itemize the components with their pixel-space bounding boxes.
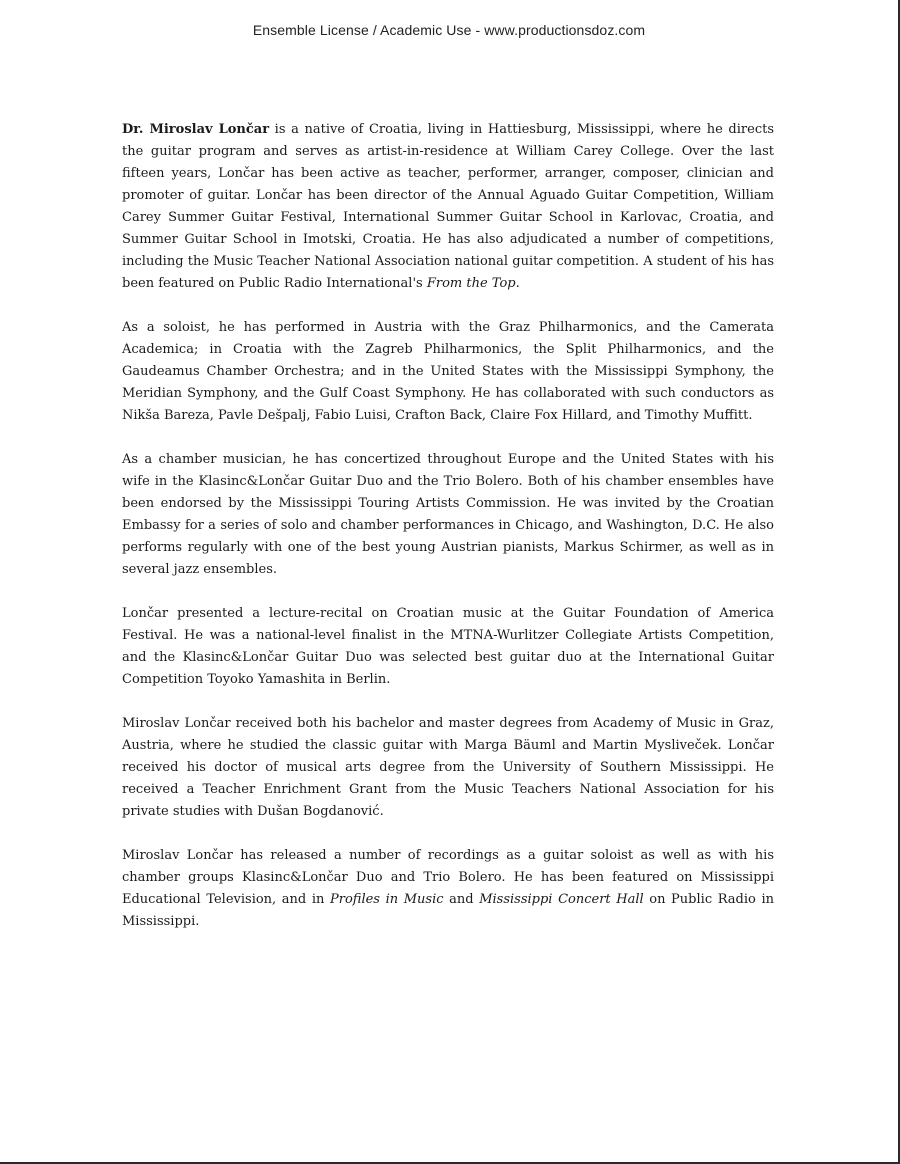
bio-paragraph-2: As a soloist, he has performed in Austria with the Graz Philharmonics, and the Camerata Academica; in Croatia with the Zagreb Philharmonics, the Split Philharmonics, and the Gaudeamus Chamber Orchestra; and in the United States with the Mississippi Symphony, the Meridian Symphony, and the Gulf Coast Symphony. He has collaborated with such conductors as Nikša Bareza, Pavle Dešpalj, Fabio Luisi, Crafton Back, Claire Fox Hillard, and Timothy Muffitt. <box>122 320 774 423</box>
bio-paragraph-6-text-3: on Public Radio in Mississippi. <box>122 892 774 929</box>
radio-program-title: Mississippi Concert Hall <box>479 892 644 907</box>
radio-program-title: From the Top <box>426 276 516 291</box>
bio-paragraph-1 <box>122 119 774 295</box>
bio-paragraph-1-end: . <box>515 276 520 291</box>
bio-paragraph-3: As a chamber musician, he has concertized throughout Europe and the United States with his wife in the Klasinc&Lončar Guitar Duo and the Trio Bolero. Both of his chamber ensembles have been endorsed by the Mississippi Touring Artists Commission. He was invited by the Croatian Embassy for a series of solo and chamber performances in Chicago, and Washington, D.C. He also performs regularly with one of the best young Austrian pianists, Markus Schirmer, as well as in several jazz ensembles. <box>122 452 774 577</box>
bio-paragraph-5: Miroslav Lončar received both his bachelor and master degrees from Academy of Music in Graz, Austria, where he studied the classic guitar with Marga Bäuml and Martin Mysliveček. Lončar received his doctor of musical arts degree from the University of Southern Mississippi. He received a Teacher Enrichment Grant from the Music Teachers National Association for his private studies with Dušan Bogdanović. <box>122 716 774 819</box>
bio-name: Dr. Miroslav Lončar <box>122 122 270 137</box>
radio-program-title: Profiles in Music <box>329 892 444 907</box>
bio-paragraph-6 <box>122 845 774 933</box>
bio-paragraph-1-text: is a native of Croatia, living in Hattiesburg, Mississippi, where he directs the guitar program and serves as artist-in-residence at William Carey College. Over the last fifteen years, Lončar has been active as teacher, performer, arranger, composer, clinician and promoter of guitar. Lončar has been director of the Annual Aguado Guitar Competition, William Carey Summer Guitar Festival, International Summer Guitar School in Karlovac, Croatia, and Summer Guitar School in Imotski, Croatia. He has also adjudicated a number of competitions, including the Music Teacher National Association national guitar competition. A student of his has been featured on Public Radio International's <box>122 122 774 291</box>
license-header: Ensemble License / Academic Use - www.productionsdoz.com <box>252 22 646 38</box>
bio-paragraph-6-text-1: Miroslav Lončar has released a number of recordings as a guitar soloist as well as with his chamber groups Klasinc&Lončar Duo and Trio Bolero. He has been featured on Mississippi Educational Television, and in <box>122 848 774 907</box>
bio-paragraph-6-text-2: and <box>443 892 480 907</box>
biography <box>122 119 774 933</box>
bio-paragraph-4: Lončar presented a lecture-recital on Croatian music at the Guitar Foundation of America Festival. He was a national-level finalist in the MTNA-Wurlitzer Collegiate Artists Competition, and the Klasinc&Lončar Guitar Duo was selected best guitar duo at the International Guitar Competition Toyoko Yamashita in Berlin. <box>122 606 774 687</box>
